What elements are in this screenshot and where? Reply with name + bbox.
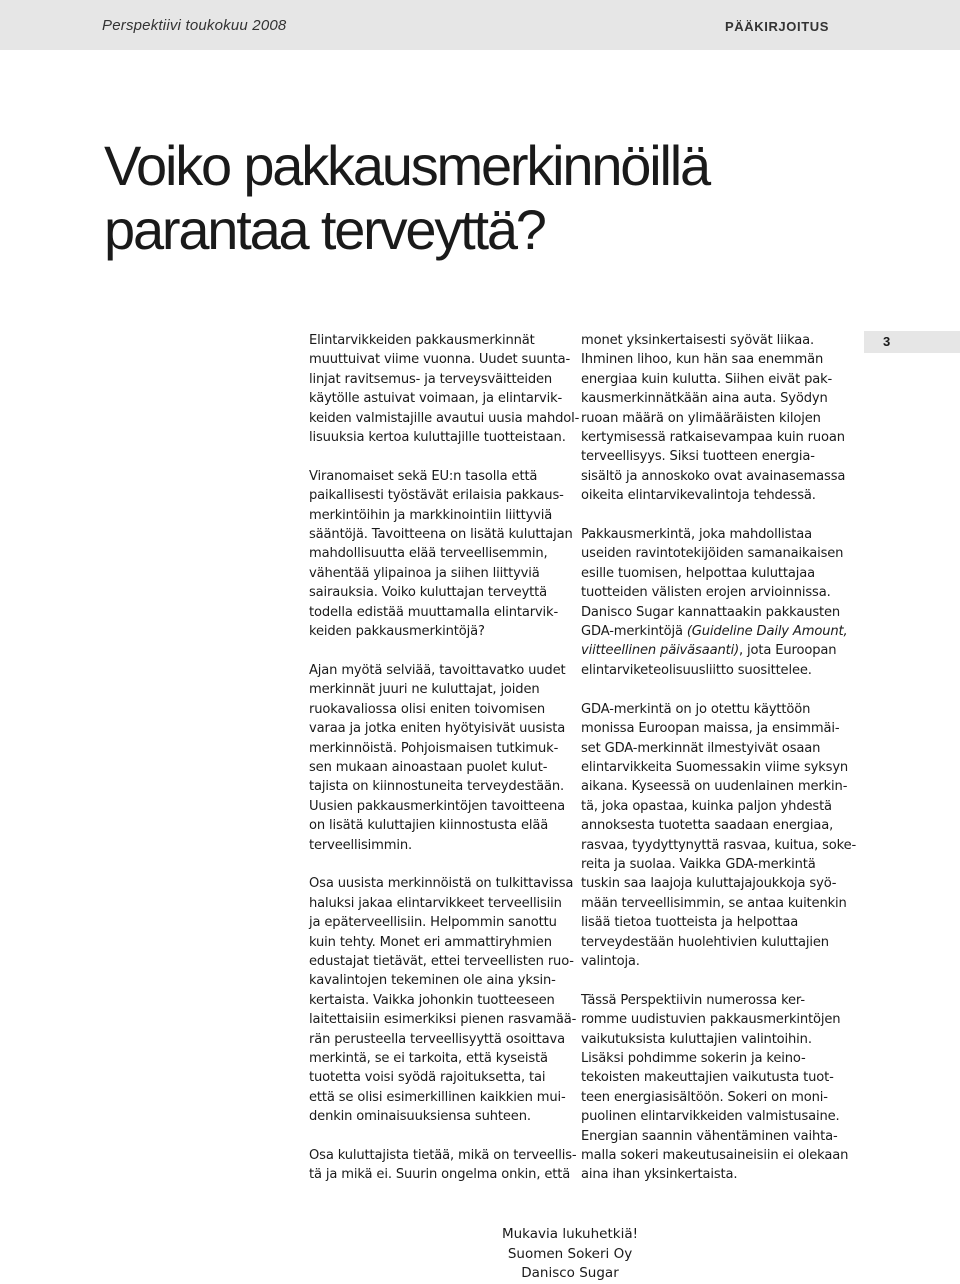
text-line: esille tuomisen, helpottaa kuluttajaa (581, 565, 815, 581)
text-line: elintarvikkeita Suomessakin viime syksyn (581, 759, 849, 775)
text-line: vaikutuksista kuluttajien valintoihin. (581, 1031, 812, 1047)
text-line: Energian saannin vähentäminen vaihta- (581, 1128, 838, 1144)
text-line: Osa kuluttajista tietää, mikä on terveellis- (309, 1148, 577, 1163)
text-line: teen energiasisältöön. Sokeri on moni- (581, 1089, 828, 1105)
header-bar (0, 0, 960, 50)
text-line: monet yksinkertaisesti syövät liikaa. (581, 333, 815, 348)
text-line: keiden valmistajille avautui uusia mahdol- (309, 410, 580, 426)
text-line: terveellisyys. Siksi tuotteen energia- (581, 449, 815, 465)
text-line: GDA-merkintä on jo otettu käyttöön (581, 701, 811, 717)
text-line: sääntöjä. Tavoitteena on lisätä kuluttajan (309, 527, 573, 543)
text-line: aina ihan yksinkertaista. (581, 1167, 738, 1183)
paragraph (581, 331, 846, 506)
title-line-1: Voiko pakkausmerkinnöillä (104, 134, 709, 197)
text-line: Viranomaiset sekä EU:n tasolla että (309, 468, 538, 484)
text-line: tuskin saa laajoja kuluttajajoukkoja syö- (581, 876, 837, 892)
text-line: merkinnät juuri ne kuluttajat, joiden (309, 682, 540, 698)
publication-issue: Perspektiivi toukokuu 2008 (102, 17, 287, 34)
text-line: muuttuivat viime vuonna. Uudet suunta- (309, 352, 571, 368)
text-line: malla sokeri makeutusaineisiin ei olekaan (581, 1148, 849, 1164)
text-line: energiaa kuin kulutta. Siihen eivät pak- (581, 371, 833, 387)
text-run: , jota Euroopan (739, 643, 837, 659)
title-line-2: parantaa terveyttä? (104, 198, 545, 261)
text-line: vähentää ylipainoa ja siihen liittyviä (309, 565, 540, 581)
text-line: merkintä, se ei tarkoita, että kyseistä (309, 1050, 548, 1066)
text-line: Pakkausmerkintä, joka mahdollistaa (581, 527, 813, 543)
text-line: mahdollisuutta elää terveellisemmin, (309, 546, 548, 562)
signoff-company: Suomen Sokeri Oy (507, 1245, 633, 1262)
text-line: romme uudistuvien pakkausmerkintöjen (581, 1012, 841, 1028)
text-run: GDA-merkintöjä (581, 624, 687, 640)
text-line (581, 641, 843, 660)
text-line: tä ja mikä ei. Suurin ongelma onkin, että (309, 1167, 571, 1183)
page-number-tab (864, 331, 960, 353)
text-line: tuotetta voisi syödä rajoituksetta, tai (309, 1070, 546, 1086)
paragraph (581, 991, 849, 1185)
paragraph (309, 1146, 577, 1185)
text-line: kavalintojen tekeminen ole aina yksin- (309, 973, 556, 989)
text-line: kertaista. Vaikka johonkin tuotteeseen (309, 992, 555, 1008)
text-line (581, 622, 848, 641)
text-line: Ajan myötä selviää, tavoittavatko uudet (309, 662, 566, 678)
left-column (309, 331, 580, 1204)
text-line: laitettaisiin esimerkiksi pienen rasvamää- (309, 1012, 577, 1028)
text-line: tajista on kiinnostuneita terveydestään. (309, 779, 565, 795)
text-line: oikeita elintarvikevalintoja tehdessä. (581, 488, 816, 504)
text-line: keiden pakkausmerkintöjä? (309, 624, 485, 640)
text-line: todella edistää muuttamalla elintarvik- (309, 604, 559, 620)
page-title (104, 134, 864, 262)
text-line: merkintöihin ja markkinointiin liittyviä (309, 507, 553, 523)
text-line: kausmerkinnätkään aina auta. Syödyn (581, 391, 828, 407)
text-line: sisältö ja annoskoko ovat avainasemassa (581, 468, 846, 484)
text-line: lisuuksia kertoa kuluttajille tuotteistaan. (309, 430, 566, 446)
text-line: annoksesta tuotetta saadaan energiaa, (581, 818, 834, 834)
text-line: ja epäterveellisiin. Helpommin sanottu (309, 915, 557, 931)
text-line: sairauksia. Voiko kuluttajan terveyttä (309, 585, 548, 601)
right-column (581, 331, 857, 1204)
text-line: rän perusteella terveellisyyttä osoittava (309, 1031, 565, 1047)
text-line: varaa ja jotka eniten hyötyisivät uusista (309, 721, 566, 737)
paragraph (309, 467, 571, 642)
italic-text-run: (Guideline Daily Amount, (686, 624, 848, 640)
text-line: on lisätä kuluttajien kiinnostusta elää (309, 818, 549, 834)
paragraph (581, 700, 857, 972)
text-line: rasvaa, tyydyttynyttä rasvaa, kuitua, soke- (581, 837, 857, 853)
text-line: lisää tietoa tuotteista ja helpottaa (581, 915, 799, 931)
text-line: puolinen elintarvikkeiden valmistusaine. (581, 1109, 840, 1125)
text-line: kuin tehty. Monet eri ammattiryhmien (309, 934, 552, 950)
text-line: käytölle astuivat voimaan, ja elintarvik- (309, 391, 563, 407)
page-number: 3 (883, 334, 891, 349)
text-line: linjat ravitsemus- ja terveysväitteiden (309, 371, 553, 387)
text-line: Lisäksi pohdimme sokerin ja keino- (581, 1050, 806, 1066)
text-line: Tässä Perspektiivin numerossa ker- (581, 992, 805, 1008)
text-line: ruoan määrä on ylimääräisten kilojen (581, 410, 821, 426)
text-line: terveydestään huolehtivien kuluttajien (581, 934, 829, 950)
text-line: terveellisimmin. (309, 837, 413, 853)
text-line: useiden ravintotekijöiden samanaikaisen (581, 546, 844, 562)
text-line: tekoisten makeuttajien vaikutusta tuot- (581, 1070, 834, 1086)
text-line: set GDA-merkinnät ilmestyivät osaan (581, 740, 821, 756)
text-line: Osa uusista merkinnöistä on tulkittavissa (309, 876, 574, 892)
text-line: Uusien pakkausmerkintöjen tavoitteena (309, 798, 565, 814)
paragraph (309, 874, 577, 1126)
text-line: reita ja suolaa. Vaikka GDA-merkintä (581, 856, 816, 872)
text-line: elintarviketeolisuusliitto suosittelee. (581, 662, 812, 678)
section-label: PÄÄKIRJOITUS (725, 19, 829, 34)
signoff-greeting: Mukavia lukuhetkiä! (501, 1226, 639, 1242)
paragraph (581, 525, 848, 680)
text-line: että se olisi esimerkillinen kaikkien mui- (309, 1089, 566, 1105)
text-line: haluksi jakaa elintarvikkeet terveellisiin (309, 895, 562, 911)
italic-text-run: viitteellinen päiväsaanti) (581, 643, 740, 659)
text-line: tä, joka opastaa, kuinka paljon yhdestä (581, 798, 832, 814)
paragraph (309, 331, 580, 447)
text-line: ruokavaliossa olisi eniten toivomisen (309, 701, 546, 717)
signoff-brand: Danisco Sugar (521, 1265, 619, 1281)
text-line: edustajat tietävät, ettei terveellisten ruo- (309, 953, 574, 969)
text-line: monissa Euroopan maissa, ja ensimmäi- (581, 721, 840, 737)
text-line: aikana. Kyseessä on uudenlainen merkin- (581, 779, 848, 795)
paragraph (309, 661, 571, 855)
text-line: Danisco Sugar kannattaakin pakkausten (581, 604, 841, 620)
text-line: sen mukaan ainoastaan puolet kulut- (309, 759, 548, 775)
text-line: merkinnöistä. Pohjoismaisen tutkimuk- (309, 740, 559, 756)
signoff (0, 1225, 960, 1284)
text-line: mään terveellisimmin, se antaa kuitenkin (581, 895, 847, 911)
text-line: Elintarvikkeiden pakkausmerkinnät (309, 333, 535, 348)
text-line: Ihminen lihoo, kun hän saa enemmän (581, 352, 824, 368)
text-line: denkin ominaisuuksiensa suhteen. (309, 1109, 531, 1125)
text-line: kertymisessä ratkaisevampaa kuin ruoan (581, 430, 845, 446)
text-line: paikallisesti työstävät erilaisia pakkaus- (309, 488, 564, 504)
text-line: tuotteiden välisten erojen arvioinnissa. (581, 585, 831, 601)
text-line: valintoja. (581, 953, 640, 969)
